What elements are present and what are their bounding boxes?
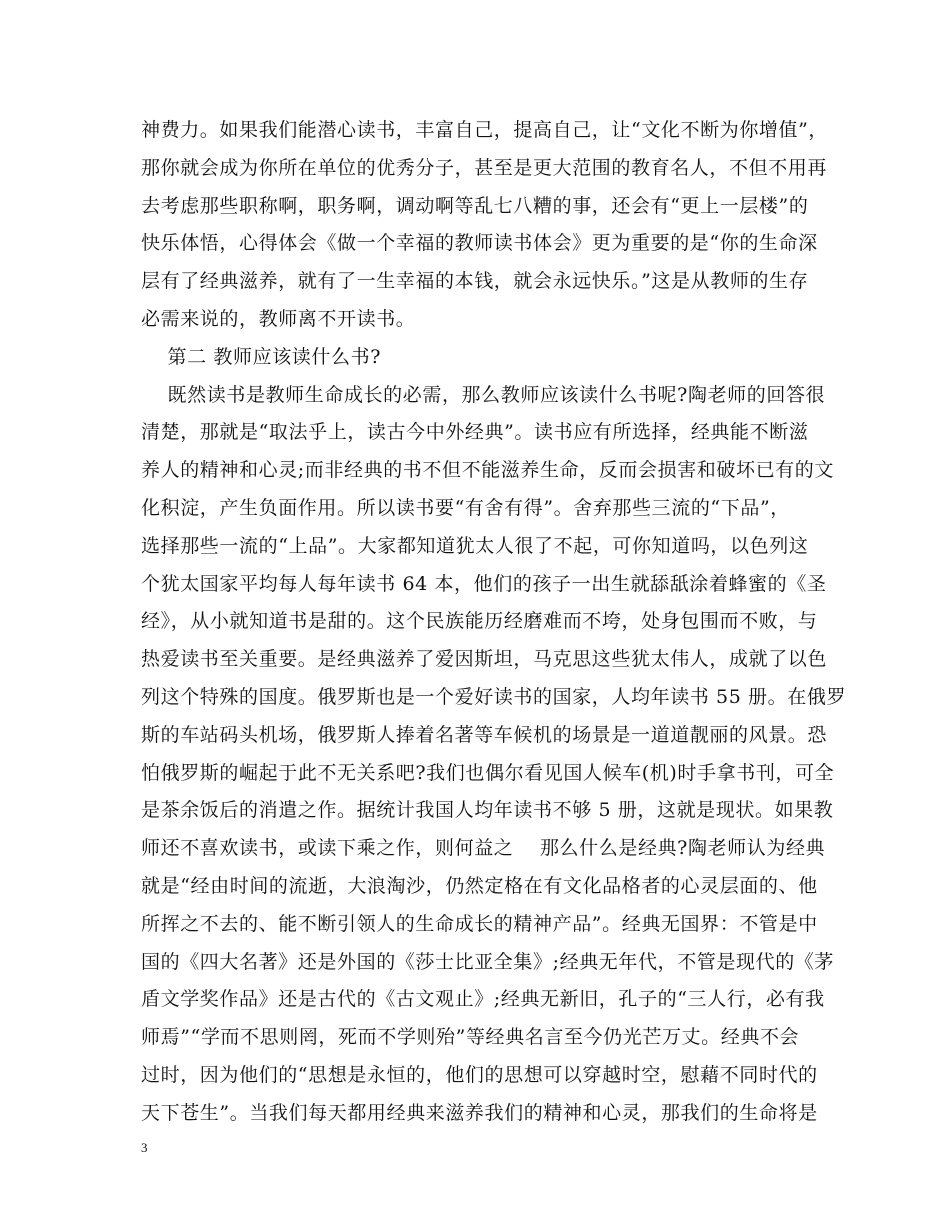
text-line: 去考虑那些职称啊，职务啊，调动啊等乱七八糟的事，还会有“更上一层楼”的 — [141, 194, 809, 217]
text-line: 师还不喜欢读书，或读下乘之作，则何益之 那么什么是经典?陶老师认为经典 — [141, 837, 826, 860]
text-line: 快乐体悟，心得体会《做一个幸福的教师读书体会》更为重要的是“你的生命深 — [141, 232, 818, 255]
text-line: 清楚，那就是“取法乎上，读古今中外经典”。读书应有所选择，经典能不断滋 — [141, 421, 809, 444]
text-line: 就是“经由时间的流逝，大浪淘沙，仍然定格在有文化品格者的心灵层面的、他 — [141, 874, 818, 897]
text-line: 怕俄罗斯的崛起于此不无关系吧?我们也偶尔看见国人候车(机)时手拿书刊，可全 — [141, 761, 835, 784]
section-heading: 第二 教师应该读什么书? — [141, 345, 381, 368]
text-line: 经》，从小就知道书是甜的。这个民族能历经磨难而不垮，处身包围而不败，与 — [141, 610, 818, 633]
body-text — [141, 112, 847, 1133]
text-line: 过时，因为他们的“思想是永恒的，他们的思想可以穿越时空，慰藉不同时代的 — [141, 1063, 818, 1086]
text-line: 国的《四大名著》还是外国的《莎士比亚全集》;经典无年代，不管是现代的《茅 — [141, 950, 835, 973]
text-line: 斯的车站码头机场，俄罗斯人捧着名著等车候机的场景是一道道靓丽的风景。恐 — [141, 723, 828, 746]
text-line: 是茶余饭后的消遣之作。据统计我国人均年读书不够 5 册，这就是现状。如果教 — [141, 799, 834, 822]
text-line: 神费力。如果我们能潜心读书，丰富自己，提高自己，让“文化不断为你增值”， — [141, 119, 829, 141]
text-line: 那你就会成为你所在单位的优秀分子，甚至是更大范围的教育名人，不但不用再 — [141, 156, 828, 179]
text-line: 师焉”“学而不思则罔，死而不学则殆”等经典名言至今仍光芒万丈。经典不会 — [141, 1026, 800, 1049]
text-line: 热爱读书至关重要。是经典滋养了爱因斯坦，马克思这些犹太伟人，成就了以色 — [141, 648, 828, 671]
text-line: 既然读书是教师生命成长的必需，那么教师应该读什么书呢?陶老师的回答很 — [141, 383, 826, 406]
text-line: 天下苍生”。当我们每天都用经典来滋养我们的精神和心灵，那我们的生命将是 — [141, 1101, 818, 1124]
text-line: 养人的精神和心灵;而非经典的书不但不能滋养生命，反而会损害和破坏已有的文 — [141, 459, 835, 482]
text-line: 必需来说的，教师离不开读书。 — [141, 307, 416, 330]
text-line: 层有了经典滋养，就有了一生幸福的本钱，就会永远快乐。”这是从教师的生存 — [141, 270, 809, 293]
text-line: 个犹太国家平均每人每年读书 64 本，他们的孩子一出生就舔舐涂着蜂蜜的《圣 — [141, 572, 827, 595]
text-line: 选择那些一流的“上品”。大家都知道犹太人很了不起，可你知道吗，以色列这 — [141, 534, 809, 557]
page-number: 3 — [141, 1140, 148, 1155]
text-line: 列这个特殊的国度。俄罗斯也是一个爱好读书的国家，人均年读书 55 册。在俄罗 — [141, 685, 847, 708]
text-line: 盾文学奖作品》还是古代的《古文观止》;经典无新旧，孔子的“三人行，必有我 — [141, 988, 825, 1011]
text-line: 化积淀，产生负面作用。所以读书要“有舍有得”。舍弃那些三流的“下品”， — [141, 496, 790, 519]
text-line: 所挥之不去的、能不断引领人的生命成长的精神产品”。经典无国界：不管是中 — [141, 912, 818, 935]
